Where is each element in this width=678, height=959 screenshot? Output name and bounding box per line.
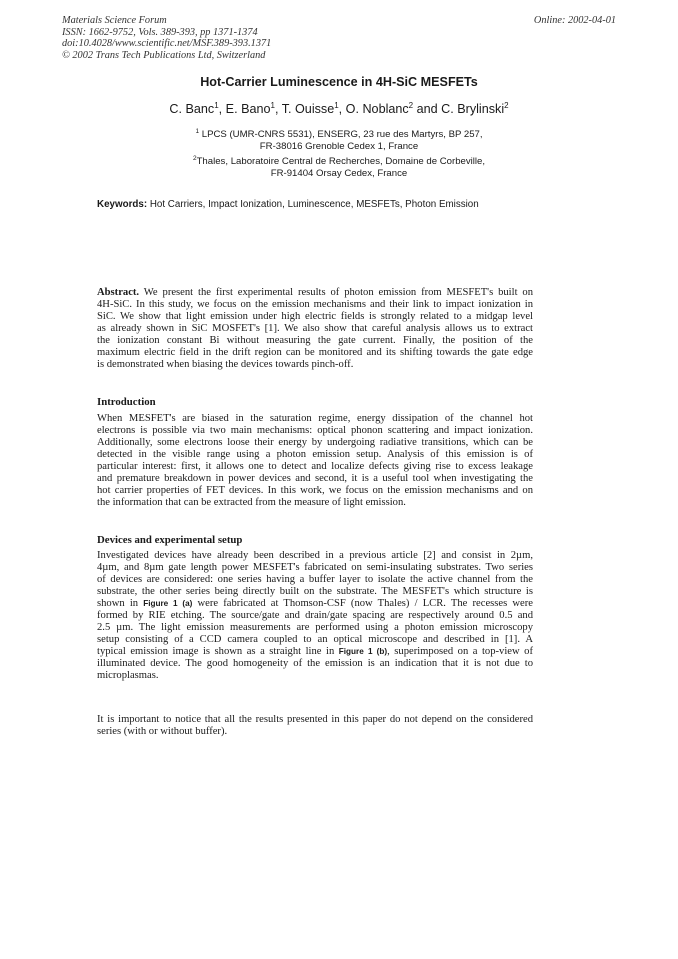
text-line: the ionization constant Bi without measuring the gate current. Finally, the position of the xyxy=(97,334,533,346)
publication-info xyxy=(62,15,271,61)
doi-line: doi:10.4028/www.scientific.net/MSF.389-393.1371 xyxy=(62,38,272,50)
text-line: were fabricated at Thomson-CSF (now Thales) / LCR. The recesses were xyxy=(192,597,533,609)
text-line: illuminated device. The good homogeneity of the emission is an indication that it is not due to xyxy=(97,657,533,669)
abstract xyxy=(97,287,533,371)
author-name: C. Brylinski xyxy=(441,102,505,116)
paper-title: Hot-Carrier Luminescence in 4H-SiC MESFETs xyxy=(200,75,478,89)
section-heading-devices: Devices and experimental setup xyxy=(97,534,243,546)
text-line: 4H-SiC. In this study, we focus on the emission mechanisms and their link to impact ionization in xyxy=(97,298,533,310)
keywords-text: Hot Carriers, Impact Ionization, Luminescence, MESFETs, Photon Emission xyxy=(149,199,479,210)
author-list xyxy=(0,101,678,116)
author-separator: , xyxy=(218,102,226,116)
text-line: electrons is possible via two main mechanisms: optical phonon scattering and impact ionization. xyxy=(97,424,533,436)
text-line: hot carrier properties of FET devices. In this work, we focus on the emission mechanisms and on xyxy=(97,484,533,496)
affiliation-line: FR-38016 Grenoble Cedex 1, France xyxy=(259,140,419,152)
author-affiliation-mark: 1 xyxy=(334,101,339,110)
text-line: formed by RIE etching. The source/gate and drain/gate spacing are respectively around 0.5 and xyxy=(97,609,533,621)
devices-paragraph xyxy=(97,550,533,681)
affiliation-1 xyxy=(0,126,678,152)
text-line: We present the first experimental results of photon emission from MESFET's built on xyxy=(143,287,533,298)
text-line: microplasmas. xyxy=(97,669,159,681)
author-name: T. Ouisse xyxy=(281,102,335,116)
author-affiliation-mark: 2 xyxy=(408,101,414,110)
keywords-label: Keywords: xyxy=(97,199,148,210)
affiliation-line: FR-91404 Orsay Cedex, France xyxy=(270,167,408,179)
text-line: Additionally, some electrons loose their energy by undergoing radiative transitions, which can be xyxy=(97,436,533,448)
closing-paragraph xyxy=(97,714,533,738)
affiliation-2 xyxy=(0,153,678,179)
author-separator: , xyxy=(274,102,282,116)
affiliation-line: LPCS (UMR-CNRS 5531), ENSERG, 23 rue des Martyrs, BP 257, xyxy=(201,129,483,140)
text-line: It is important to notice that all the results presented in this paper do not depend on the considered xyxy=(97,714,533,725)
copyright-line: © 2002 Trans Tech Publications Ltd, Switzerland xyxy=(62,49,266,61)
author-separator: and xyxy=(413,102,442,116)
figure-1b-reference: Figure 1 (b) xyxy=(338,646,388,656)
author-name: C. Banc xyxy=(169,102,215,116)
text-line: SiC. We show that light emission under high electric fields is strongly related to a midgap level xyxy=(97,310,533,322)
text-line: is demonstrated when biasing the devices towards pinch-off. xyxy=(97,358,354,370)
text-line: Investigated devices have already been described in a previous article [2] and consist in 2µm, xyxy=(97,550,533,561)
author-name: O. Noblanc xyxy=(345,102,409,116)
text-line: particular interest: first, it allows one to detect and localize defects giving rise to excess leakage xyxy=(97,460,533,472)
author-affiliation-mark: 2 xyxy=(504,101,509,110)
text-line: typical emission image is shown as a straight line in xyxy=(97,645,335,657)
text-line: detected in the visible range using a photon emission setup. Analysis of this emission is of xyxy=(97,448,533,460)
affiliation-line: Thales, Laboratoire Central de Recherches, Domaine de Corbeville, xyxy=(196,156,486,167)
author-name: E. Bano xyxy=(225,102,271,116)
keywords xyxy=(97,199,479,210)
section-heading-introduction: Introduction xyxy=(97,396,156,408)
author-separator: , xyxy=(338,102,346,116)
text-line: , superimposed on a top-view of xyxy=(387,645,533,657)
author-affiliation-mark: 1 xyxy=(214,101,219,110)
text-line: substrate, the other series being directly built on the substrate. The MESFET's which structure is xyxy=(97,585,533,597)
text-line: of devices are considered: one series having a buffer layer to isolate the active channel from the xyxy=(97,573,533,585)
text-line: as already shown in SiC MOSFET's [1]. We also show that careful analysis allows us to extract xyxy=(97,322,533,334)
text-line: and premature breakdown in power devices and second, it is a useful tool when investigating the xyxy=(97,472,533,484)
introduction-paragraph xyxy=(97,413,533,509)
text-line: the information that can be extracted from the measure of light emission. xyxy=(97,496,406,508)
issn-line: ISSN: 1662-9752, Vols. 389-393, pp 1371-1374 xyxy=(62,26,258,38)
affiliation-mark: 2 xyxy=(192,155,197,162)
online-date: Online: 2002-04-01 xyxy=(533,15,616,26)
journal-name: Materials Science Forum xyxy=(62,15,167,26)
author-affiliation-mark: 1 xyxy=(270,101,275,110)
text-line: setup consisting of a CCD camera coupled to an optical microscope and described in [1]. A xyxy=(97,633,533,645)
text-line: When MESFET's are biased in the saturation regime, energy dissipation of the channel hot xyxy=(97,413,533,424)
text-line: maximum electric field in the drift region can be monitored and its shifting towards the gate edge xyxy=(97,346,533,358)
affiliation-mark: 1 xyxy=(195,128,200,135)
figure-1a-reference: Figure 1 (a) xyxy=(143,598,193,608)
abstract-label: Abstract. xyxy=(97,287,140,298)
text-line: 2.5 µm. The light emission measurements are performed using a photon emission microscopy xyxy=(97,621,533,633)
text-line: shown in xyxy=(97,597,139,609)
text-line: 4µm, and 8µm gate length power MESFET's fabricated on semi-insulating substrates. Two series xyxy=(97,561,533,573)
text-line: series (with or without buffer). xyxy=(97,725,228,737)
